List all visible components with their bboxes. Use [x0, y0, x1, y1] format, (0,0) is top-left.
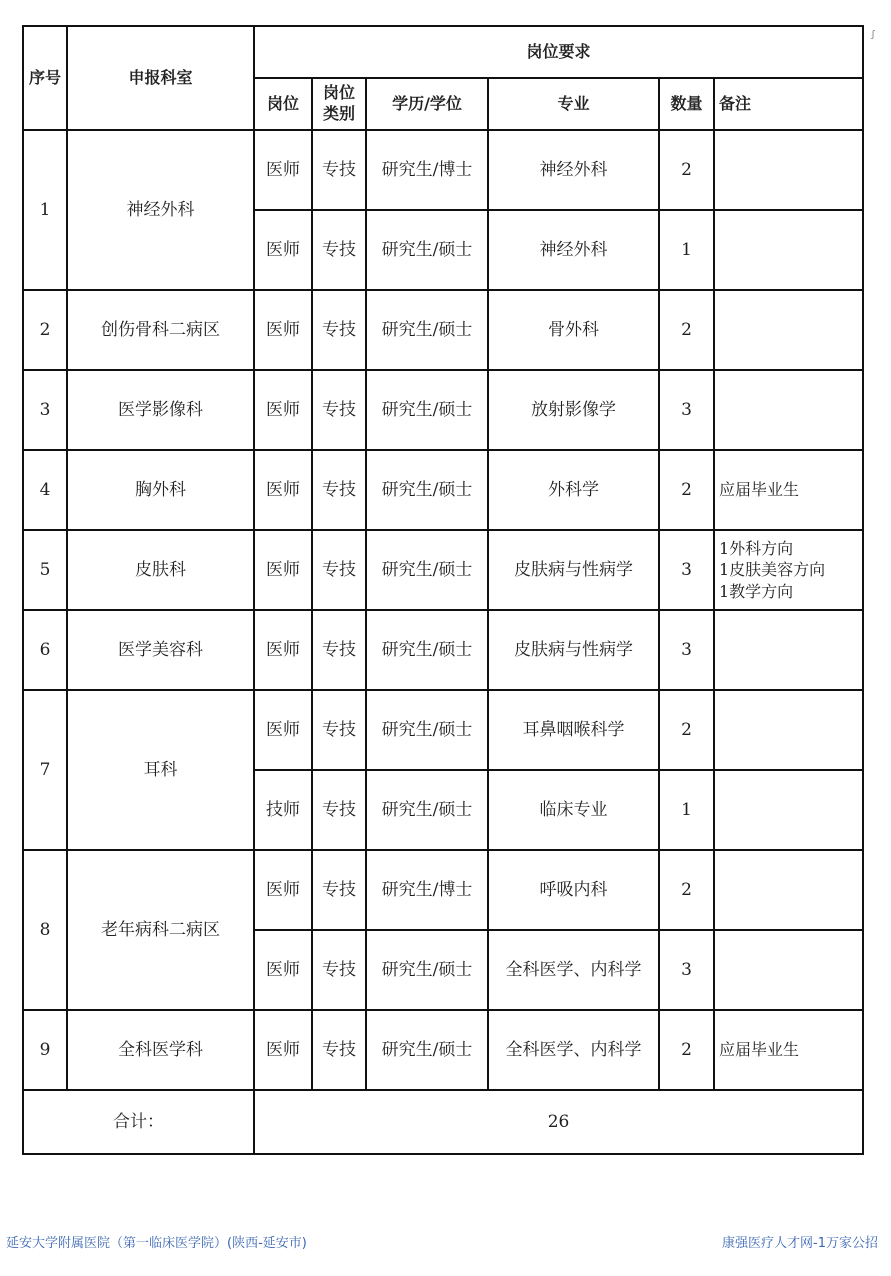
row-count: 1: [659, 770, 714, 850]
row-count: 3: [659, 610, 714, 690]
row-major: 皮肤病与性病学: [488, 530, 659, 610]
row-position: 医师: [254, 210, 312, 290]
row-note: [714, 1010, 863, 1090]
row-note: [714, 850, 863, 930]
table-row: [23, 130, 863, 210]
row-index: 9: [23, 1010, 67, 1090]
row-note-line: 1外科方向: [719, 538, 794, 558]
row-major: 放射影像学: [488, 370, 659, 450]
table-row: [23, 450, 863, 530]
row-count: 3: [659, 530, 714, 610]
header-position-type-line2: 类别: [322, 104, 355, 123]
row-department: 医学美容科: [67, 610, 254, 690]
row-count: 3: [659, 930, 714, 1010]
row-note: [714, 610, 863, 690]
table-row: [23, 370, 863, 450]
row-department: 老年病科二病区: [67, 850, 254, 1010]
header-note: 备注: [714, 78, 863, 130]
row-index: 8: [23, 850, 67, 1010]
row-count: 1: [659, 210, 714, 290]
header-position: 岗位: [254, 78, 312, 130]
header-requirements: 岗位要求: [254, 26, 863, 78]
row-position: 医师: [254, 370, 312, 450]
row-count: 2: [659, 850, 714, 930]
row-education: 研究生/硕士: [366, 370, 488, 450]
table-row: [23, 850, 863, 930]
row-position: 医师: [254, 930, 312, 1010]
row-index: 1: [23, 130, 67, 290]
row-count: 2: [659, 450, 714, 530]
row-position-type: 专技: [312, 1010, 366, 1090]
row-note-line: 1皮肤美容方向: [719, 560, 826, 580]
corner-mark-icon: ʃ: [870, 30, 876, 40]
row-count: 2: [659, 290, 714, 370]
recruitment-table: [22, 25, 864, 1155]
row-note: [714, 530, 863, 610]
row-education: 研究生/博士: [366, 850, 488, 930]
total-value: 26: [254, 1090, 863, 1154]
row-major: 神经外科: [488, 210, 659, 290]
row-position-type: 专技: [312, 770, 366, 850]
row-position-type: 专技: [312, 130, 366, 210]
row-count: 2: [659, 690, 714, 770]
row-index: 7: [23, 690, 67, 850]
table-row: [23, 690, 863, 770]
row-major: 外科学: [488, 450, 659, 530]
row-index: 4: [23, 450, 67, 530]
row-education: 研究生/博士: [366, 130, 488, 210]
row-major: 呼吸内科: [488, 850, 659, 930]
row-education: 研究生/硕士: [366, 1010, 488, 1090]
table-row: [23, 610, 863, 690]
row-major: 骨外科: [488, 290, 659, 370]
header-department: 申报科室: [67, 26, 254, 130]
row-note: [714, 450, 863, 530]
row-position: 医师: [254, 130, 312, 210]
header-count: 数量: [659, 78, 714, 130]
header-index: 序号: [23, 26, 67, 130]
table-row: [23, 290, 863, 370]
row-education: 研究生/硕士: [366, 930, 488, 1010]
header-position-type: [312, 78, 366, 130]
row-note-line: 1教学方向: [719, 581, 794, 601]
footer-source-left[interactable]: 延安大学附属医院（第一临床医学院）(陕西-延安市): [6, 1236, 307, 1251]
row-position-type: 专技: [312, 610, 366, 690]
row-note: [714, 130, 863, 210]
row-position-type: 专技: [312, 690, 366, 770]
row-department: 创伤骨科二病区: [67, 290, 254, 370]
row-note: [714, 770, 863, 850]
row-index: 2: [23, 290, 67, 370]
row-position-type: 专技: [312, 930, 366, 1010]
row-note-line: 应届毕业生: [719, 1040, 800, 1060]
row-position: 医师: [254, 450, 312, 530]
header-position-type-line1: 岗位: [322, 83, 355, 103]
table-row: [23, 530, 863, 610]
row-position: 技师: [254, 770, 312, 850]
row-count: 2: [659, 130, 714, 210]
row-note: [714, 370, 863, 450]
row-department: 耳科: [67, 690, 254, 850]
row-major: 临床专业: [488, 770, 659, 850]
row-position: 医师: [254, 610, 312, 690]
row-major: 全科医学、内科学: [488, 1010, 659, 1090]
row-education: 研究生/硕士: [366, 690, 488, 770]
row-note: [714, 690, 863, 770]
row-position-type: 专技: [312, 850, 366, 930]
row-position-type: 专技: [312, 450, 366, 530]
total-label: 合计：: [23, 1090, 254, 1154]
header-major: 专业: [488, 78, 659, 130]
row-position-type: 专技: [312, 290, 366, 370]
row-index: 3: [23, 370, 67, 450]
row-note: [714, 930, 863, 1010]
row-department: 医学影像科: [67, 370, 254, 450]
row-count: 2: [659, 1010, 714, 1090]
table-row: [23, 1010, 863, 1090]
row-major: 耳鼻咽喉科学: [488, 690, 659, 770]
row-major: 全科医学、内科学: [488, 930, 659, 1010]
header-education: 学历/学位: [366, 78, 488, 130]
row-education: 研究生/硕士: [366, 290, 488, 370]
row-education: 研究生/硕士: [366, 450, 488, 530]
row-index: 5: [23, 530, 67, 610]
row-position: 医师: [254, 690, 312, 770]
row-education: 研究生/硕士: [366, 770, 488, 850]
row-position-type: 专技: [312, 530, 366, 610]
row-note: [714, 210, 863, 290]
row-count: 3: [659, 370, 714, 450]
row-position: 医师: [254, 850, 312, 930]
row-position: 医师: [254, 530, 312, 610]
row-index: 6: [23, 610, 67, 690]
row-education: 研究生/硕士: [366, 530, 488, 610]
footer-source-right[interactable]: 康强医疗人才网-1万家公招: [722, 1236, 878, 1251]
row-major: 神经外科: [488, 130, 659, 210]
row-position: 医师: [254, 1010, 312, 1090]
row-department: 神经外科: [67, 130, 254, 290]
row-department: 皮肤科: [67, 530, 254, 610]
table-body: [23, 130, 863, 1090]
row-note-line: 应届毕业生: [719, 480, 800, 500]
row-education: 研究生/硕士: [366, 610, 488, 690]
row-position: 医师: [254, 290, 312, 370]
row-department: 胸外科: [67, 450, 254, 530]
row-major: 皮肤病与性病学: [488, 610, 659, 690]
row-note: [714, 290, 863, 370]
row-department: 全科医学科: [67, 1010, 254, 1090]
row-position-type: 专技: [312, 210, 366, 290]
row-education: 研究生/硕士: [366, 210, 488, 290]
row-position-type: 专技: [312, 370, 366, 450]
